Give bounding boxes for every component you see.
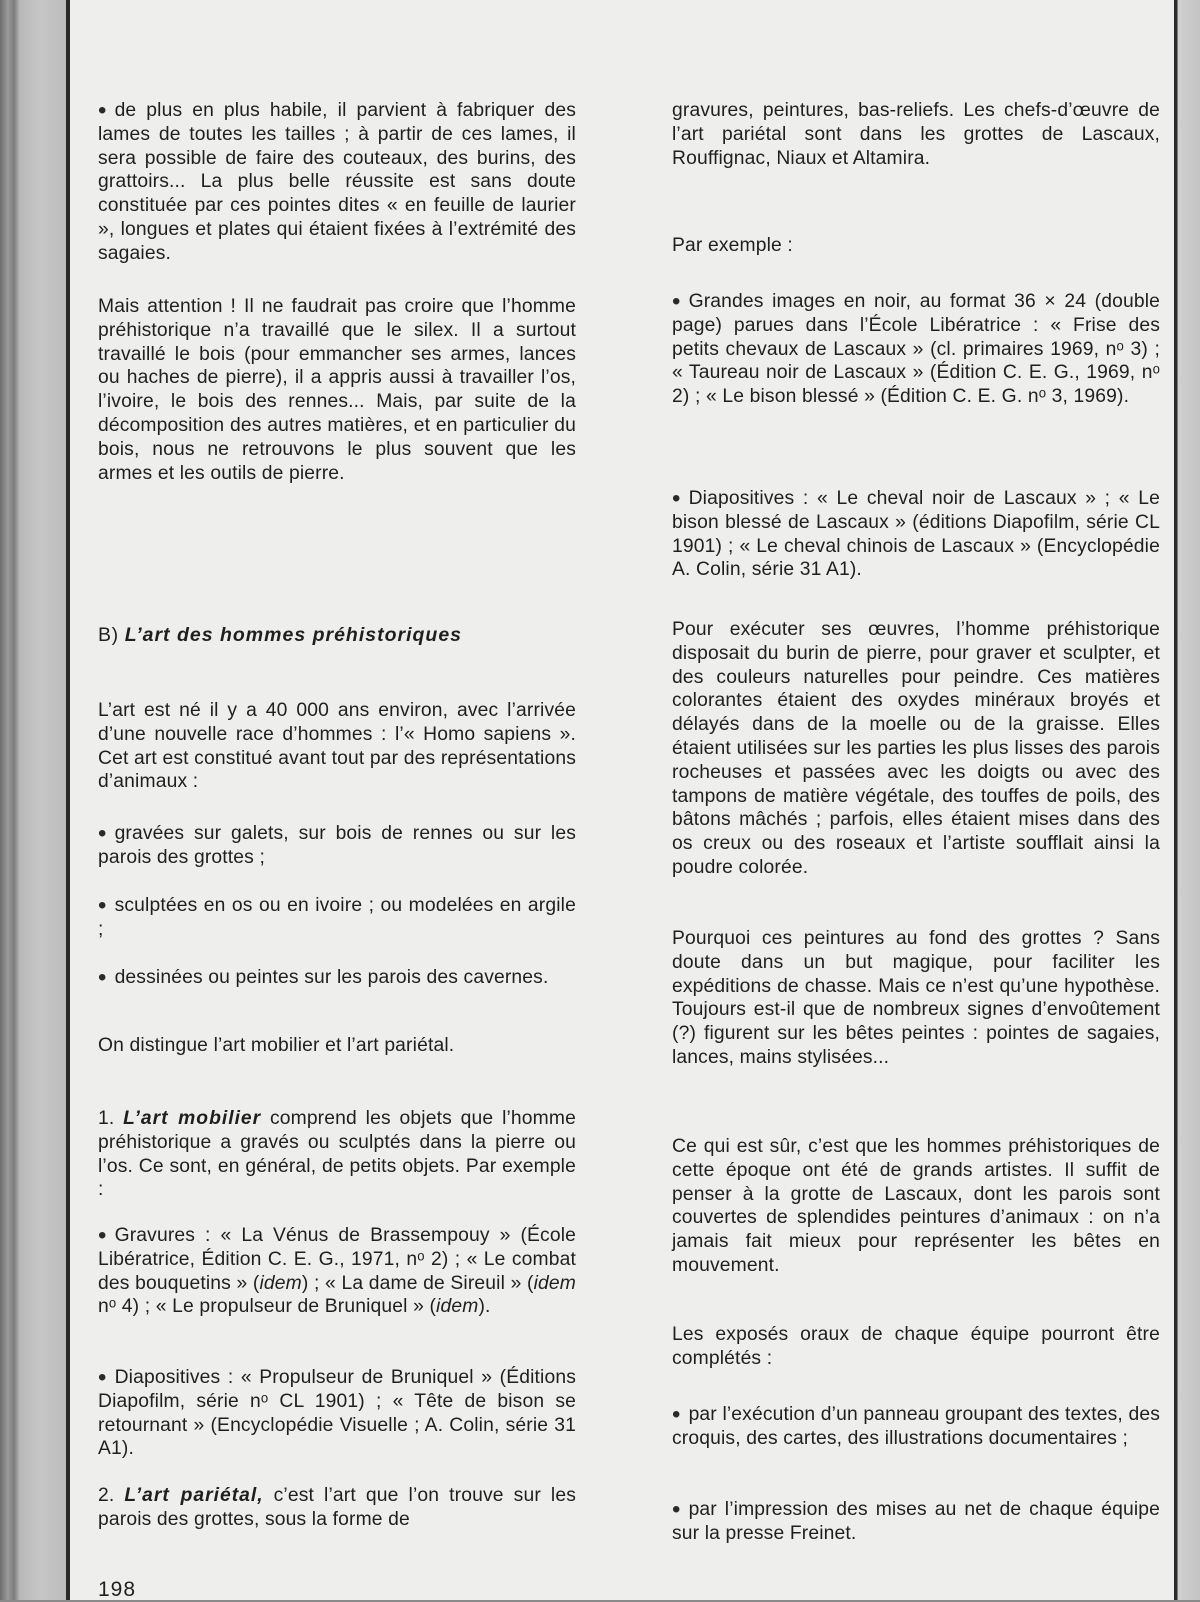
- page-number: 198: [98, 1578, 137, 1601]
- list-item: • sculptées en os ou en ivoire ; ou modelées en argile ;: [98, 894, 576, 942]
- list-item: • par l’impression des mises au net de chaque équipe sur la presse Freinet.: [672, 1498, 1160, 1546]
- paragraph-exposes: [672, 1323, 1160, 1371]
- list-item: • Grandes images en noir, au format 36 × 24 (double page) parues dans l’École Libératrice : « Frise des petits chevaux de Lascaux » (cl. primaires 1969, nᵒ 3) ; « Taureau noir de Lascaux » (Édition C. E. G., 1969, nᵒ 2) ; « Le bison blessé » (Édition C. E. G. nᵒ 3, 1969).: [672, 290, 1160, 409]
- grandes-images-item: [672, 290, 1160, 409]
- section-heading: [98, 624, 576, 648]
- paragraph-art-mobilier: [98, 1107, 576, 1202]
- page-right-edge: [1174, 0, 1200, 1600]
- paragraph-pourquoi: [672, 927, 1160, 1070]
- paragraph-text: Les exposés oraux de chaque équipe pourront être complétés :: [672, 1324, 1160, 1369]
- diapositives-item: [672, 487, 1160, 582]
- list-item: • Diapositives : « Le cheval noir de Lascaux » ; « Le bison blessé de Lascaux » (éditions Diapofilm, série CL 1901) ; « Le cheval chinois de Lascaux » (Encyclopédie A. Colin, série 31 A1).: [672, 487, 1160, 582]
- paragraph-text: [98, 1107, 576, 1202]
- paragraph-text: Mais attention ! Il ne faudrait pas croire que l’homme préhistorique n’a travaillé que le silex. Il a surtout travaillé le bois (pour emmancher ses armes, lances ou haches de pierre), il a appris aussi à travailler l’os, l’ivoire, le bois des rennes... Mais, par suite de la décomposition des autres matières, et en particulier du bois, nous ne retrouvons le plus souvent que les armes et les outils de pierre.: [98, 296, 576, 484]
- bullet-paragraph: • de plus en plus habile, il parvient à fabriquer des lames de toutes les tailles ; à partir de ces lames, il sera possible de faire des couteaux, des burins, des grattoirs... La plus belle réussite est sans doute constituée par ces pointes dites « en feuille de laurier », longues et plates qui étaient fixées à l’extrémité des sagaies.: [98, 99, 576, 266]
- diapositives-item: [98, 1366, 576, 1461]
- exposes-bullet-list: [672, 1403, 1160, 1451]
- paragraph-text: Ce qui est sûr, c’est que les hommes préhistoriques de cette époque ont été de grands artistes. Il suffit de penser à la grotte de Lascaux, dont les parois sont couvertes de splendides peintures d’animaux : on n’a jamais fait mieux pour représenter les bêtes en mouvement.: [672, 1136, 1160, 1276]
- paragraph-distinction: [98, 1034, 576, 1058]
- term-art-parietal: L’art pariétal,: [124, 1485, 264, 1506]
- book-binding-shadow: [0, 0, 68, 1600]
- list-item: • Diapositives : « Propulseur de Bruniquel » (Éditions Diapofilm, série nᵒ CL 1901) ; « Tête de bison se retournant » (Encyclopédie Visuelle ; A. Colin, série 31 A1).: [98, 1366, 576, 1461]
- idem-ref: idem: [436, 1296, 479, 1318]
- art-bullet-list: [98, 894, 576, 942]
- art-bullet-list: [98, 966, 576, 990]
- paragraph-text: Par exemple :: [672, 235, 793, 256]
- term-art-mobilier: L’art mobilier: [123, 1108, 262, 1129]
- citation-text: ).: [478, 1296, 491, 1318]
- section-marker: B): [98, 624, 119, 646]
- definition-text: comprend les objets que l’homme préhistorique a gravés ou sculptés dans la pierre ou l’os. Ce sont, en général, de petits objets. Par exemple :: [98, 1108, 576, 1201]
- definition-text: c’est l’art que l’on trouve sur les parois des grottes, sous la forme de: [98, 1485, 577, 1530]
- section-title: L’art des hommes préhistoriques: [124, 624, 463, 646]
- list-item: • dessinées ou peintes sur les parois des cavernes.: [98, 966, 576, 990]
- paragraph-text: gravures, peintures, bas-reliefs. Les chefs-d’œuvre de l’art pariétal sont dans les grottes de Lascaux, Rouffignac, Niaux et Altamira.: [672, 100, 1160, 169]
- list-item: • gravées sur galets, sur bois de rennes ou sur les parois des grottes ;: [98, 822, 576, 870]
- paragraph-ce-qui-est-sur: [672, 1135, 1160, 1278]
- list-item: [98, 1224, 576, 1319]
- paragraph-text: [98, 1484, 576, 1532]
- paragraph-text: On distingue l’art mobilier et l’art pariétal.: [98, 1035, 455, 1056]
- paragraph-mais-attention: [98, 295, 576, 485]
- paragraph-oeuvres: [672, 618, 1160, 880]
- paragraph-text: Pour exécuter ses œuvres, l’homme préhistorique disposait du burin de pierre, pour graver et sculpter, et des couleurs naturelles pour peindre. Ces matières colorantes étaient des oxydes minéraux broyés et délayés dans de la moelle ou de la graisse. Elles étaient utilisées sur les parties les plus lisses des parois rocheuses et passées avec les doigts ou avec des tampons de matière végétale, des touffes de poils, des bâtons mâchés ; parfois, elles étaient mises dans des os creux ou des roseaux et l’artiste soufflait ainsi la poudre colorée.: [672, 619, 1160, 878]
- item-number: 2.: [98, 1485, 115, 1506]
- art-bullet-list: [98, 822, 576, 870]
- paragraph-text: Pourquoi ces peintures au fond des grottes ? Sans doute dans un but magique, pour faciliter les expéditions de chasse. Mais ce n’est qu’une hypothèse. Toujours est-il que de nombreux signes d’envoûtement (?) figurent sur les bêtes peintes : pointes de sagaies, lances, mains stylisées...: [672, 928, 1160, 1068]
- paragraph-text: L’art est né il y a 40 000 ans environ, avec l’arrivée d’une nouvelle race d’hommes : l’« Homo sapiens ». Cet art est constitué avant tout par des représentations d’animaux :: [98, 700, 576, 793]
- list-item: • par l’exécution d’un panneau groupant des textes, des croquis, des cartes, des illustrations documentaires ;: [672, 1403, 1160, 1451]
- idem-ref: idem: [259, 1272, 302, 1294]
- paragraph-par-exemple: [672, 234, 1160, 258]
- exposes-bullet-list: [672, 1498, 1160, 1546]
- item-number: 1.: [98, 1108, 115, 1129]
- gravures-item: [98, 1224, 576, 1319]
- paragraph-art-origin: [98, 699, 576, 794]
- paragraph-chefs-oeuvre: [672, 99, 1160, 170]
- paragraph-art-parietal: [98, 1484, 576, 1532]
- citation-text: nᵒ 4) ; « Le propulseur de Bruniquel » (: [98, 1296, 437, 1318]
- citation-text: ) ; « La dame de Sireuil » (: [301, 1272, 534, 1294]
- idem-ref: idem: [533, 1272, 576, 1294]
- citation-text: Gravures : « La Vénus de Brassempouy » (École Libératrice, Édition C. E. G., 1971, nᵒ 2) ; « Le combat des bouquetins » (: [98, 1225, 576, 1294]
- paragraph-lames: [98, 99, 576, 266]
